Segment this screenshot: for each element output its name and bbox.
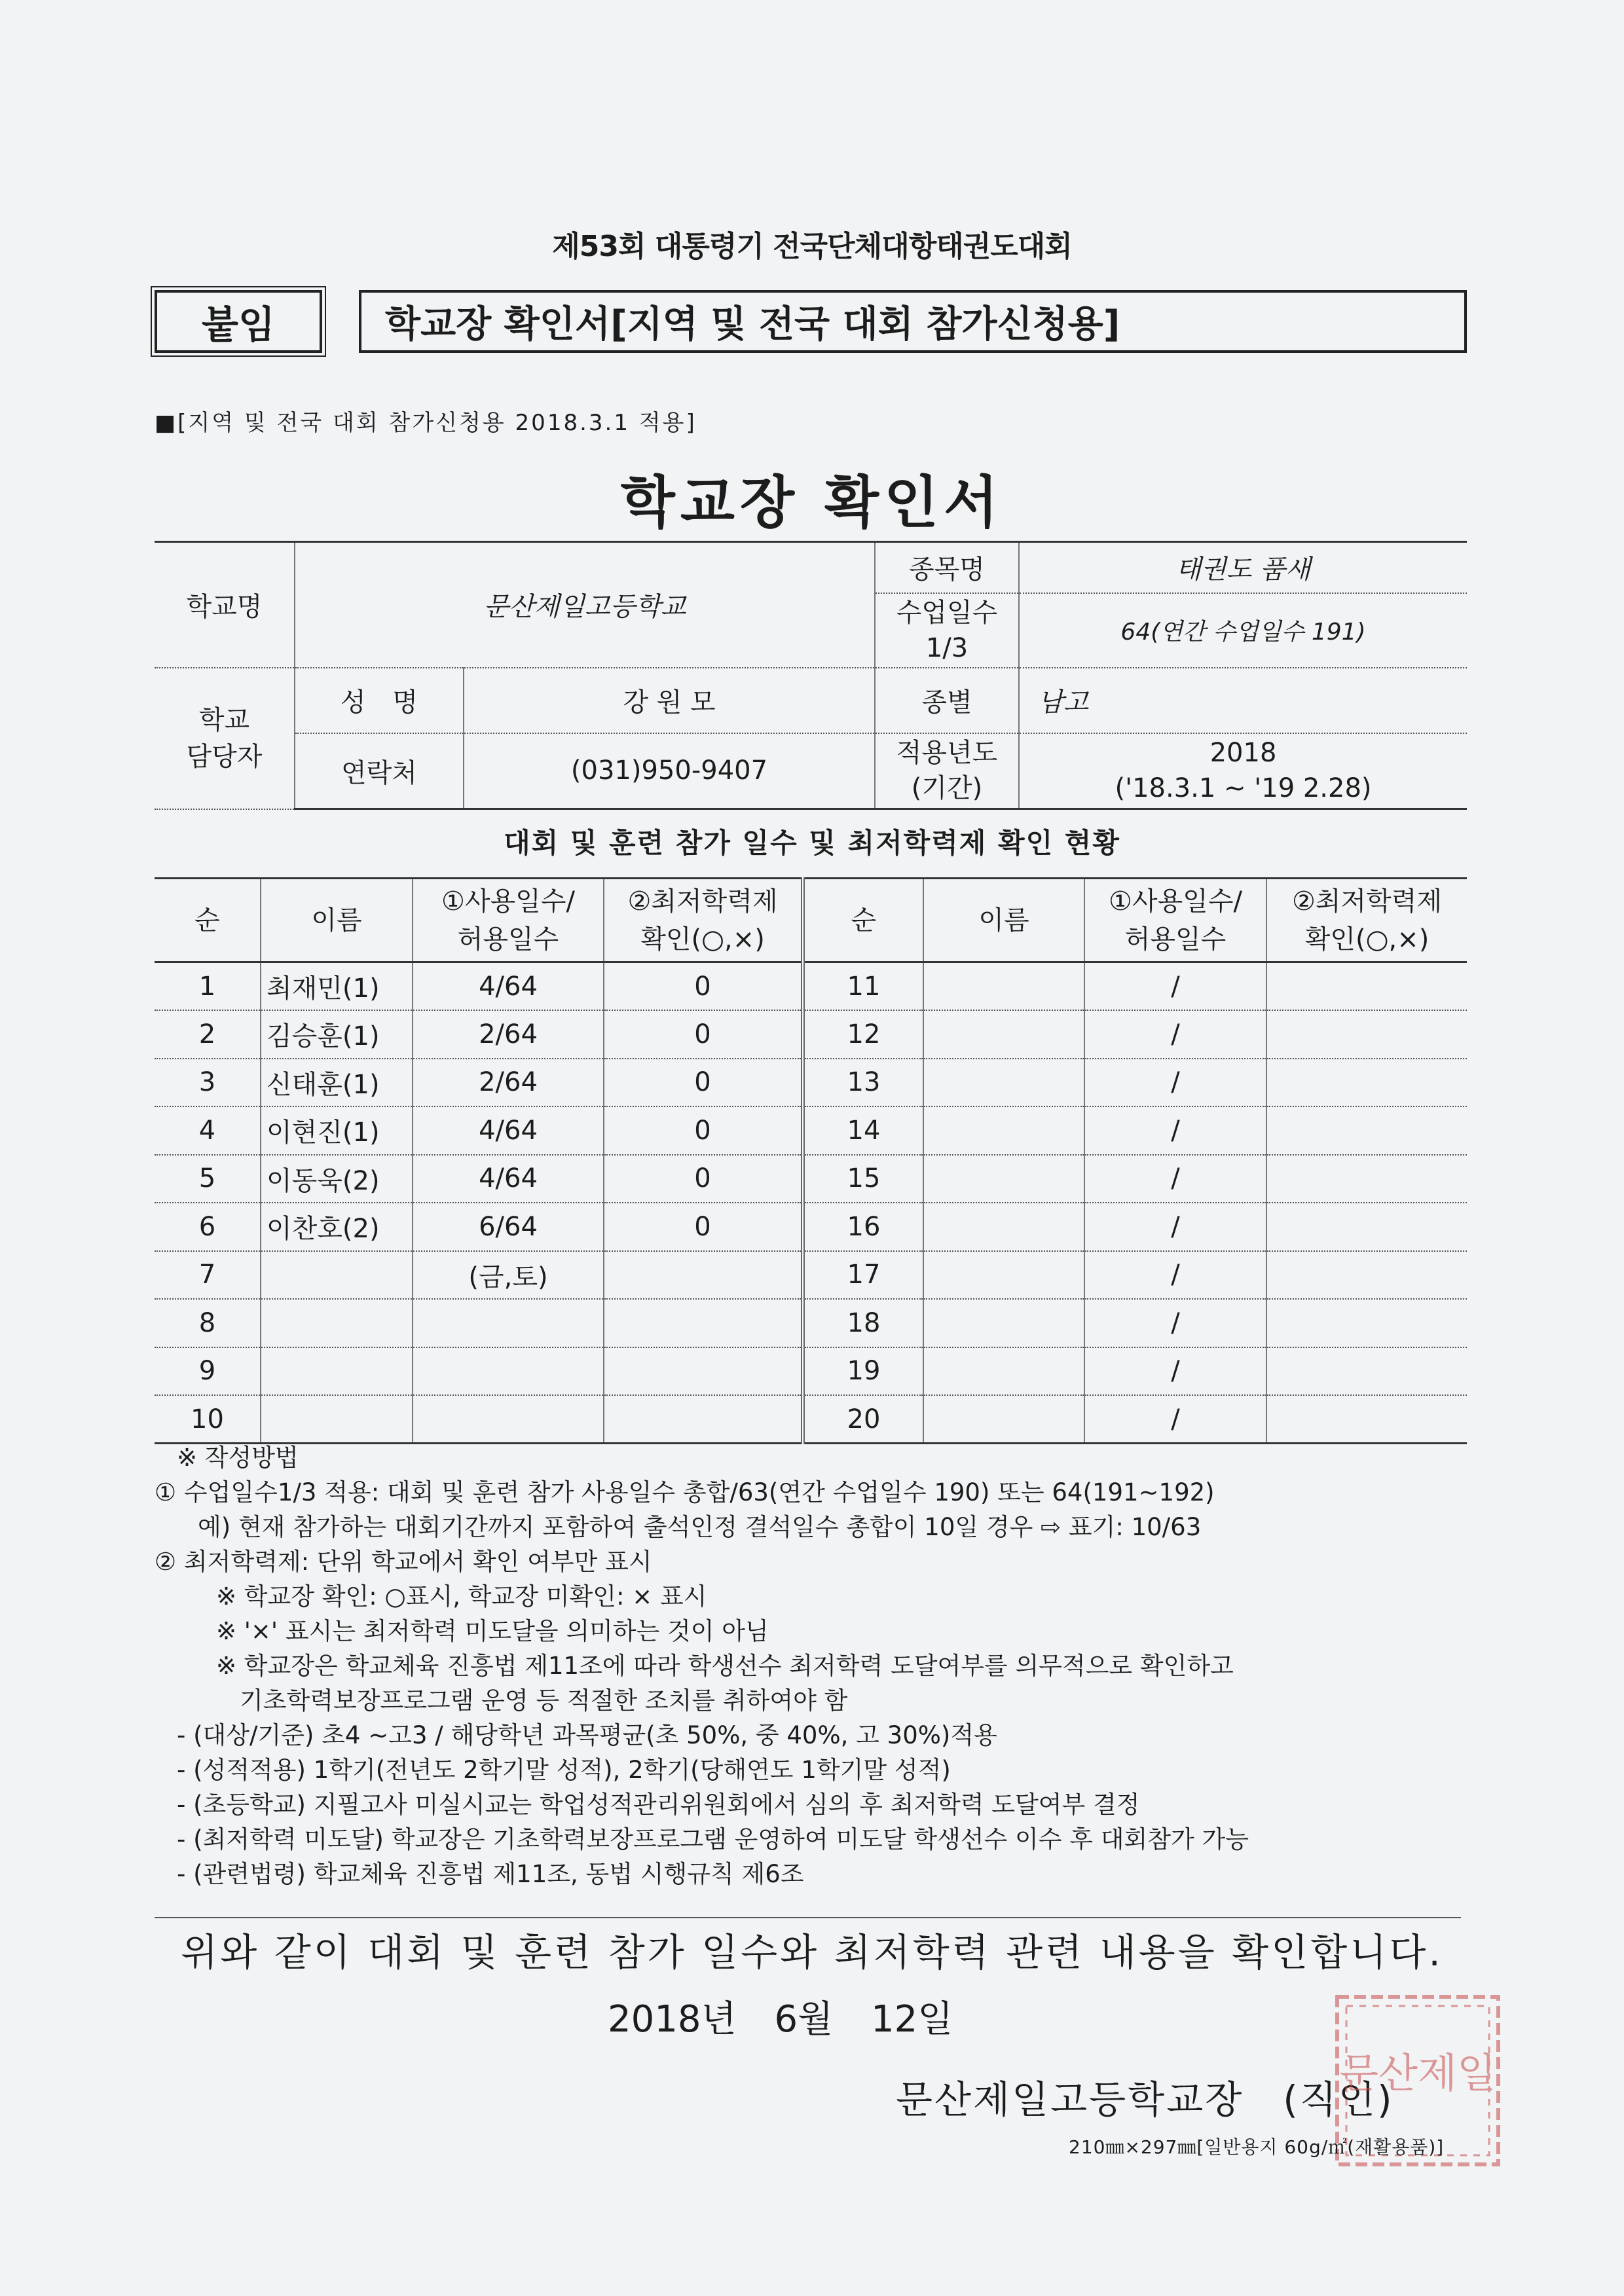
row-num-right: 13 [803,1059,923,1107]
row-grade-check-right [1266,1155,1467,1203]
year-value [1019,733,1467,809]
class-days-label [875,593,1019,668]
header-days-left-line2: 허용일수 [457,924,559,955]
row-num-left: 2 [155,1010,261,1059]
row-days-left [413,1299,604,1347]
header-name-right: 이름 [923,879,1084,962]
row-days-right: / [1084,1299,1266,1347]
header-name-left: 이름 [261,879,413,962]
notes-heading: ※ 작성방법 [177,1444,299,1472]
row-name-left [261,1251,413,1300]
row-name-left: 이찬호(2) [261,1203,413,1251]
table-row [155,1059,1467,1107]
row-num-left: 7 [155,1251,261,1300]
header-num-right: 순 [803,879,923,962]
manager-label [155,668,295,809]
row-name-left: 신태훈(1) [261,1059,413,1107]
contact-label: 연락처 [295,733,464,809]
row-num-left: 8 [155,1299,261,1347]
row-name-left [261,1299,413,1347]
header-grade-right [1266,879,1467,962]
row-num-right: 15 [803,1155,923,1203]
note-min-grade-mark: ※ 학교장 확인: ○표시, 학교장 미확인: × 표시 [216,1582,707,1611]
row-name-left [261,1347,413,1396]
table-row [155,962,1467,1011]
row-name-left: 이동욱(2) [261,1155,413,1203]
name-value: 강 원 모 [464,668,875,733]
row-num-right: 19 [803,1347,923,1396]
row-days-left: 4/64 [413,1155,604,1203]
row-days-right: / [1084,1010,1266,1059]
row-grade-check-left [604,1395,803,1444]
row-name-right [923,1347,1084,1396]
row-days-left: 2/64 [413,1059,604,1107]
row-days-left: 4/64 [413,962,604,1011]
year-label-line2: (기간) [911,773,983,804]
row-grade-check-left: 0 [604,1010,803,1059]
row-name-left: 김승훈(1) [261,1010,413,1059]
class-days-label-line2: 1/3 [925,632,969,663]
writing-instructions [155,1440,1484,1891]
table-row [155,1203,1467,1251]
row-name-right [923,1395,1084,1444]
table-row [155,1299,1467,1347]
year-label-line1: 적용년도 [896,738,998,769]
gender-value: 남고 [1019,668,1467,733]
note-class-days: ① 수업일수1/3 적용: 대회 및 훈련 참가 사용일수 총합/63(연간 수업일수 190) 또는 64(191~192) [155,1478,1215,1506]
row-grade-check-left: 0 [604,962,803,1011]
header-grade-left [604,879,803,962]
header-num-left: 순 [155,879,261,962]
row-num-right: 17 [803,1251,923,1300]
row-grade-check-right [1266,1203,1467,1251]
row-days-left: 6/64 [413,1203,604,1251]
row-grade-check-right [1266,1106,1467,1155]
contest-title: 제53회 대통령기 전국단체대항태권도대회 [552,230,1072,263]
row-grade-check-right [1266,1251,1467,1300]
header-days-right-line1: ①사용일수/ [1109,886,1242,917]
row-grade-check-right [1266,1347,1467,1396]
header-days-right [1084,879,1266,962]
row-num-left: 10 [155,1395,261,1444]
row-grade-check-right [1266,962,1467,1011]
main-title: 학교장 확인서 [620,470,1004,536]
row-num-left: 9 [155,1347,261,1396]
row-days-right: / [1084,962,1266,1011]
detail-related-law: - (관련법령) 학교체육 진흥법 제11조, 동법 시행규칙 제6조 [177,1860,804,1888]
note-min-grade-duty-cont: 기초학력보장프로그램 운영 등 적절한 조치를 취하여야 함 [240,1686,848,1715]
row-grade-check-left [604,1299,803,1347]
date-month: 6월 [774,1998,834,2041]
manager-label-line2: 담당자 [186,741,263,772]
apply-note: ■[지역 및 전국 대회 참가신청용 2018.3.1 적용] [155,410,697,436]
header-days-left-line1: ①사용일수/ [441,886,575,917]
name-label: 성 명 [295,668,464,733]
sport-value: 태권도 품새 [1019,542,1467,593]
row-name-right [923,1106,1084,1155]
detail-grade-apply: - (성적적용) 1학기(전년도 2학기말 성적), 2학기(당해연도 1학기말 성적) [177,1756,951,1784]
table-row [155,1010,1467,1059]
row-days-left: 2/64 [413,1010,604,1059]
school-info-table [155,541,1467,810]
row-days-left: 4/64 [413,1106,604,1155]
row-name-left: 최재민(1) [261,962,413,1011]
row-name-right [923,1299,1084,1347]
year-value-line1: 2018 [1209,738,1277,769]
row-days-right: / [1084,1251,1266,1300]
row-days-left [413,1347,604,1396]
row-name-right [923,1010,1084,1059]
row-days-left [413,1395,604,1444]
signer-line [896,2069,1394,2124]
row-grade-check-right [1266,1059,1467,1107]
row-name-right [923,1059,1084,1107]
date-day: 12일 [870,1998,953,2041]
header-days-right-line2: 허용일수 [1124,924,1227,955]
row-days-right: / [1084,1059,1266,1107]
year-label [875,733,1019,809]
table-row [155,1155,1467,1203]
row-num-right: 16 [803,1203,923,1251]
manager-label-line1: 학교 [198,704,250,735]
row-name-right [923,1251,1084,1300]
row-grade-check-right [1266,1395,1467,1444]
row-name-right [923,962,1084,1011]
row-num-left: 6 [155,1203,261,1251]
paper-spec: 210㎜×297㎜[일반용지 60g/㎡(재활용품)] [1069,2136,1445,2158]
date-year: 2018년 [608,1998,737,2041]
school-value: 문산제일고등학교 [295,542,875,668]
row-days-right: / [1084,1395,1266,1444]
row-grade-check-right [1266,1299,1467,1347]
seal-text: 문산제일 [1339,2049,1496,2097]
row-grade-check-left: 0 [604,1203,803,1251]
note-min-grade: ② 최저학력제: 단위 학교에서 확인 여부만 표시 [155,1548,652,1576]
form-header: 학교장 확인서[지역 및 전국 대회 참가신청용] [359,290,1467,353]
header-days-left [413,879,604,962]
status-section-title: 대회 및 훈련 참가 일수 및 최저학력제 확인 현황 [504,827,1120,859]
table-row [155,1251,1467,1300]
header-grade-right-line2: 확인(○,×) [1304,924,1430,955]
divider-line [155,1917,1461,1918]
contact-value: (031)950-9407 [464,733,875,809]
row-days-right: / [1084,1155,1266,1203]
detail-not-reached: - (최저학력 미도달) 학교장은 기초학력보장프로그램 운영하여 미도달 학생선수 이수 후 대회참가 가능 [177,1825,1249,1853]
row-num-right: 14 [803,1106,923,1155]
table-row [155,1395,1467,1444]
class-days-label-line1: 수업일수 [896,597,998,628]
header-grade-right-line1: ②최저학력제 [1291,886,1443,917]
row-name-right [923,1155,1084,1203]
signer-name: 문산제일고등학교장 [896,2077,1244,2122]
row-days-right: / [1084,1347,1266,1396]
row-name-left [261,1395,413,1444]
row-days-right: / [1084,1106,1266,1155]
note-min-grade-x: ※ '×' 표시는 최저학력 미도달을 의미하는 것이 아님 [216,1617,769,1645]
header-grade-left-line1: ②최저학력제 [627,886,778,917]
header-grade-left-line2: 확인(○,×) [640,924,765,955]
row-num-right: 18 [803,1299,923,1347]
table-row [155,1347,1467,1396]
row-days-left: (금,토) [413,1251,604,1300]
row-num-left: 1 [155,962,261,1011]
row-num-right: 20 [803,1395,923,1444]
year-value-line2: ('18.3.1 ~ '19 2.28) [1115,773,1372,804]
class-days-value: 64(연간 수업일수 191) [1019,593,1467,668]
row-num-right: 12 [803,1010,923,1059]
note-min-grade-duty: ※ 학교장은 학교체육 진흥법 제11조에 따라 학생선수 최저학력 도달여부를 의무적으로 확인하고 [216,1652,1234,1680]
date-line [608,1990,953,2043]
row-grade-check-left: 0 [604,1155,803,1203]
row-grade-check-right [1266,1010,1467,1059]
attachment-label: 붙임 [155,290,322,353]
row-num-left: 5 [155,1155,261,1203]
participation-status-table [155,877,1467,1444]
row-num-left: 4 [155,1106,261,1155]
row-num-right: 11 [803,962,923,1011]
school-label: 학교명 [155,542,295,668]
row-grade-check-left: 0 [604,1106,803,1155]
table-row [155,1106,1467,1155]
confirmation-statement: 위와 같이 대회 및 훈련 참가 일수와 최저학력 관련 내용을 확인합니다. [181,1930,1443,1975]
detail-target: - (대상/기준) 초4 ~고3 / 해당학년 과목평균(초 50%, 중 40%, 고 30%)적용 [177,1721,997,1749]
row-name-right [923,1203,1084,1251]
note-class-days-example: 예) 현재 참가하는 대회기간까지 포함하여 출석인정 결석일수 총합이 10일 경우 ⇨ 표기: 10/63 [198,1513,1202,1541]
row-grade-check-left [604,1347,803,1396]
row-grade-check-left [604,1251,803,1300]
gender-label: 종별 [875,668,1019,733]
seal-label: (직인) [1283,2077,1394,2122]
row-days-right: / [1084,1203,1266,1251]
detail-elementary: - (초등학교) 지필고사 미실시교는 학업성적관리위원회에서 심의 후 최저학력 도달여부 결정 [177,1791,1140,1819]
row-num-left: 3 [155,1059,261,1107]
sport-label: 종목명 [875,542,1019,593]
row-name-left: 이현진(1) [261,1106,413,1155]
row-grade-check-left: 0 [604,1059,803,1107]
